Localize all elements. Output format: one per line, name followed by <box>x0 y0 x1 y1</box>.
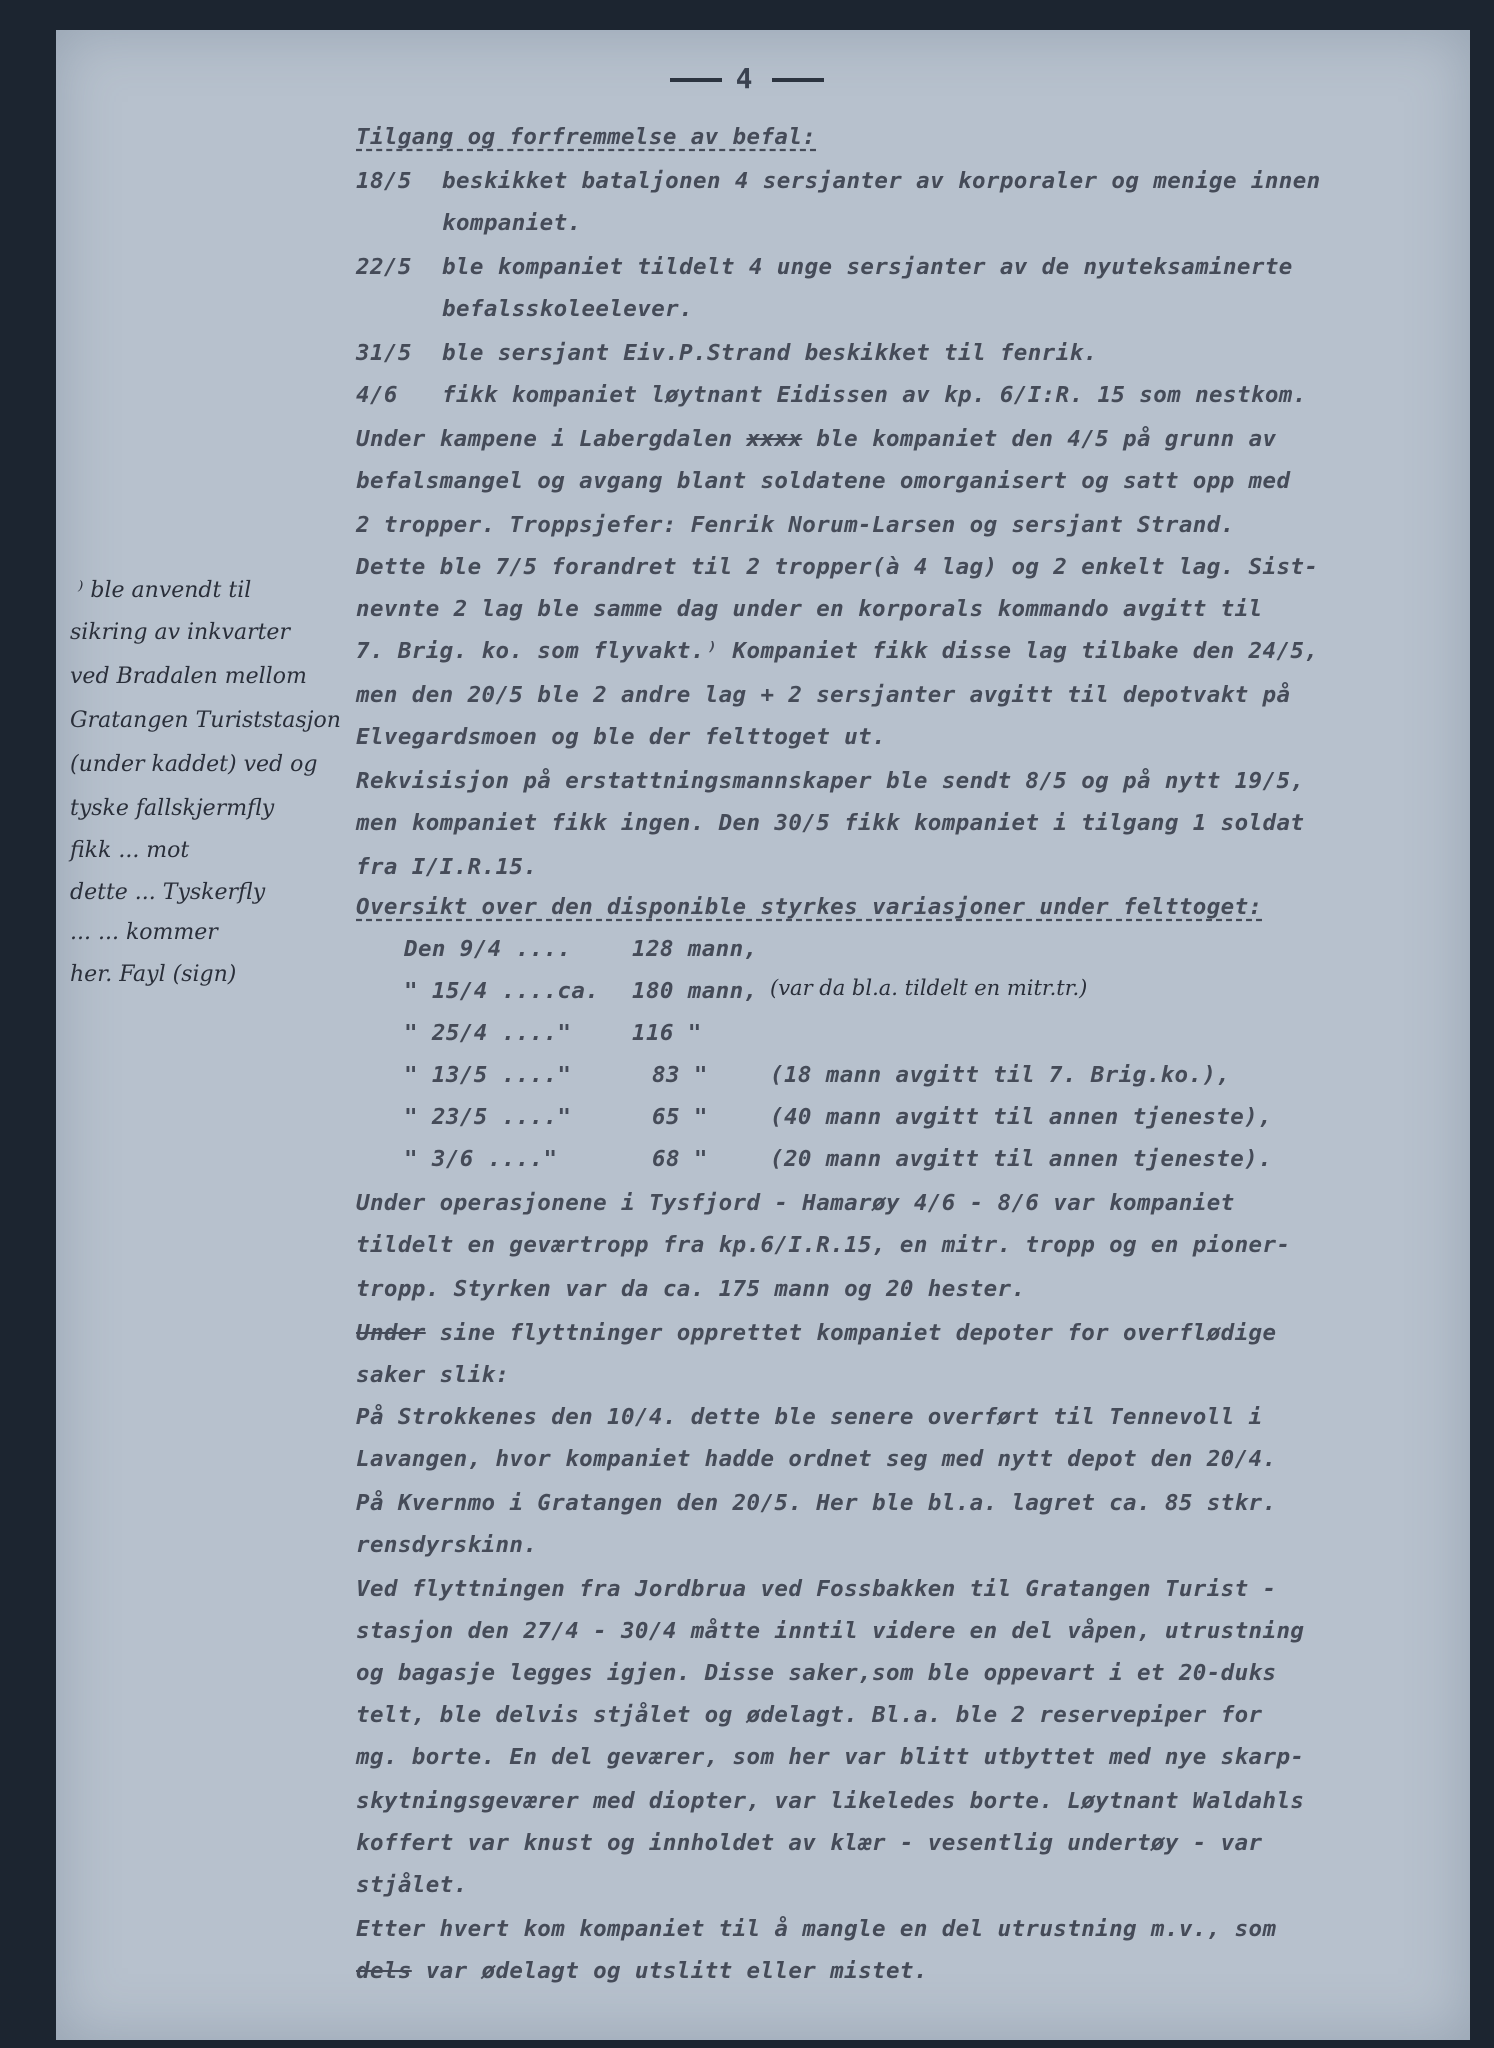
strength-count: 83 " <box>652 1062 708 1088</box>
para3-line3: tropp. Styrken var da ca. 175 mann og 20 hester. <box>356 1276 1026 1302</box>
para5-line1: Ved flyttningen fra Jordbrua ved Fossbakken til Gratangen Turist - <box>356 1576 1277 1602</box>
para5-line6: skytningsgeværer med diopter, var likeledes borte. Løytnant Waldahls <box>356 1788 1305 1814</box>
entry-text: beskikket bataljonen 4 sersjanter av korporaler og menige innen <box>442 168 1321 194</box>
strength-row <box>404 1058 1494 1092</box>
para1-line7: men den 20/5 ble 2 andre lag + 2 sersjanter avgitt til depotvakt på <box>356 682 1291 708</box>
strength-date: " 23/5 ...." <box>404 1104 572 1130</box>
strength-note: (20 mann avgitt til annen tjeneste). <box>770 1146 1273 1172</box>
heading-tilgang: Tilgang og forfremmelse av befal: <box>356 124 817 150</box>
strength-note: (18 mann avgitt til 7. Brig.ko.), <box>770 1062 1231 1088</box>
margin-note-line: fikk ... mot <box>70 838 190 863</box>
para4-line4: Lavangen, hvor kompaniet hadde ordnet seg med nytt depot den 20/4. <box>356 1446 1277 1472</box>
strength-row <box>404 932 1494 966</box>
struck-text: dels <box>356 1958 412 1984</box>
margin-note-line: ved Bradalen mellom <box>70 664 307 689</box>
margin-note-line: Gratangen Turiststasjon <box>70 708 341 733</box>
para3-line2: tildelt en geværtropp fra kp.6/I.R.15, en mitr. tropp og en pioner- <box>356 1232 1291 1258</box>
para3-line1: Under operasjonene i Tysfjord - Hamarøy 4/6 - 8/6 var kompaniet <box>356 1190 1235 1216</box>
entry-text: fikk kompaniet løytnant Eidissen av kp. 6/I:R. 15 som nestkom. <box>442 382 1307 408</box>
para1-line4: Dette ble 7/5 forandret til 2 tropper(à 4 lag) og 2 enkelt lag. Sist- <box>356 554 1319 580</box>
margin-note-line: (under kaddet) ved og <box>70 752 318 777</box>
para1-line1: Under kampene i Labergdalen xxxx ble kompaniet den 4/5 på grunn av <box>356 426 1277 452</box>
entry-row <box>356 336 1456 370</box>
entry-text: ble kompaniet tildelt 4 unge sersjanter av de nyuteksaminerte <box>442 254 1293 280</box>
entry-date: 18/5 <box>356 168 412 194</box>
para1-line8: Elvegardsmoen og ble der felttoget ut. <box>356 724 886 750</box>
margin-note-line: sikring av inkvarter <box>70 620 290 645</box>
strength-count: 116 " <box>632 1020 702 1046</box>
entry-row <box>356 250 1456 284</box>
strength-date: " 3/6 ...." <box>404 1146 558 1172</box>
margin-note-line: ⁾ ble anvendt til <box>78 578 252 603</box>
entry-row <box>356 164 1456 198</box>
para5-line8: stjålet. <box>356 1872 468 1898</box>
strength-count: 68 " <box>652 1146 708 1172</box>
entry-date: 4/6 <box>356 382 398 408</box>
para4-line5: På Kvernmo i Gratangen den 20/5. Her ble bl.a. lagret ca. 85 stkr. <box>356 1490 1277 1516</box>
para5-line7: koffert var knust og innholdet av klær - vesentlig undertøy - var <box>356 1830 1263 1856</box>
para1-line6: 7. Brig. ko. som flyvakt.⁾ Kompaniet fikk disse lag tilbake den 24/5, <box>356 638 1319 664</box>
para5-line3: og bagasje legges igjen. Disse saker,som ble oppevart i et 20-duks <box>356 1660 1277 1686</box>
para5-line2: stasjon den 27/4 - 30/4 måtte inntil videre en del våpen, utrustning <box>356 1618 1305 1644</box>
para2-line2: men kompaniet fikk ingen. Den 30/5 fikk kompaniet i tilgang 1 soldat <box>356 810 1305 836</box>
entry-row <box>356 206 1456 240</box>
margin-note-line: tyske fallskjermfly <box>70 796 275 821</box>
para4-line3: På Strokkenes den 10/4. dette ble senere overført til Tennevoll i <box>356 1404 1263 1430</box>
strength-row <box>404 1100 1494 1134</box>
para1-line2: befalsmangel og avgang blant soldatene omorganisert og satt opp med <box>356 468 1291 494</box>
dash-right <box>772 78 824 82</box>
struck-text: xxxx <box>746 426 803 452</box>
para5-line5: mg. borte. En del geværer, som her var blitt utbyttet med nye skarp- <box>356 1744 1305 1770</box>
entry-text: befalsskoleelever. <box>442 296 694 322</box>
para2-line1: Rekvisisjon på erstattningsmannskaper ble sendt 8/5 og på nytt 19/5, <box>356 768 1305 794</box>
entry-text: kompaniet. <box>442 210 582 236</box>
strength-row <box>404 1142 1494 1176</box>
entry-date: 31/5 <box>356 340 412 366</box>
strength-count: 65 " <box>652 1104 708 1130</box>
para1-line5: nevnte 2 lag ble samme dag under en korporals kommando avgitt til <box>356 596 1263 622</box>
para6-line2: dels var ødelagt og utslitt eller mistet. <box>356 1958 928 1984</box>
para5-line4: telt, ble delvis stjålet og ødelagt. Bl.a. ble 2 reservepiper for <box>356 1702 1263 1728</box>
para4-line2: saker slik: <box>356 1362 510 1388</box>
page-number: 4 <box>0 62 1494 95</box>
entry-date: 22/5 <box>356 254 412 280</box>
margin-note-line: dette ... Tyskerfly <box>70 880 266 905</box>
strength-row <box>404 1016 1494 1050</box>
strength-date: " 25/4 ...." <box>404 1020 572 1046</box>
para1-line3: 2 tropper. Troppsjefer: Fenrik Norum-Larsen og sersjant Strand. <box>356 512 1235 538</box>
para4-line6: rensdyrskinn. <box>356 1532 538 1558</box>
entry-text: ble sersjant Eiv.P.Strand beskikket til fenrik. <box>442 340 1098 366</box>
strength-date: Den 9/4 .... <box>404 936 572 962</box>
dash-left <box>670 78 722 82</box>
strength-date: " 13/5 ...." <box>404 1062 572 1088</box>
heading-oversikt: Oversikt over den disponible styrkes variasjoner under felttoget: <box>356 894 1263 920</box>
entry-row <box>356 292 1456 326</box>
struck-text: Under <box>356 1320 426 1346</box>
entry-row <box>356 378 1456 412</box>
margin-note-line: her. Fayl (sign) <box>70 962 237 987</box>
strength-date: " 15/4 ....ca. <box>404 978 600 1004</box>
strength-count: 128 mann, <box>632 936 758 962</box>
margin-note-line: ... ... kommer <box>70 920 218 945</box>
handwritten-strength-note: (var da bl.a. tildelt en mitr.tr.) <box>770 976 1088 1000</box>
para2-line3: fra I/I.R.15. <box>356 854 538 880</box>
strength-note: (40 mann avgitt til annen tjeneste), <box>770 1104 1273 1130</box>
para4-line1: Under sine flyttninger opprettet kompaniet depoter for overflødige <box>356 1320 1277 1346</box>
para6-line1: Etter hvert kom kompaniet til å mangle en del utrustning m.v., som <box>356 1916 1277 1942</box>
strength-count: 180 mann, <box>632 978 758 1004</box>
